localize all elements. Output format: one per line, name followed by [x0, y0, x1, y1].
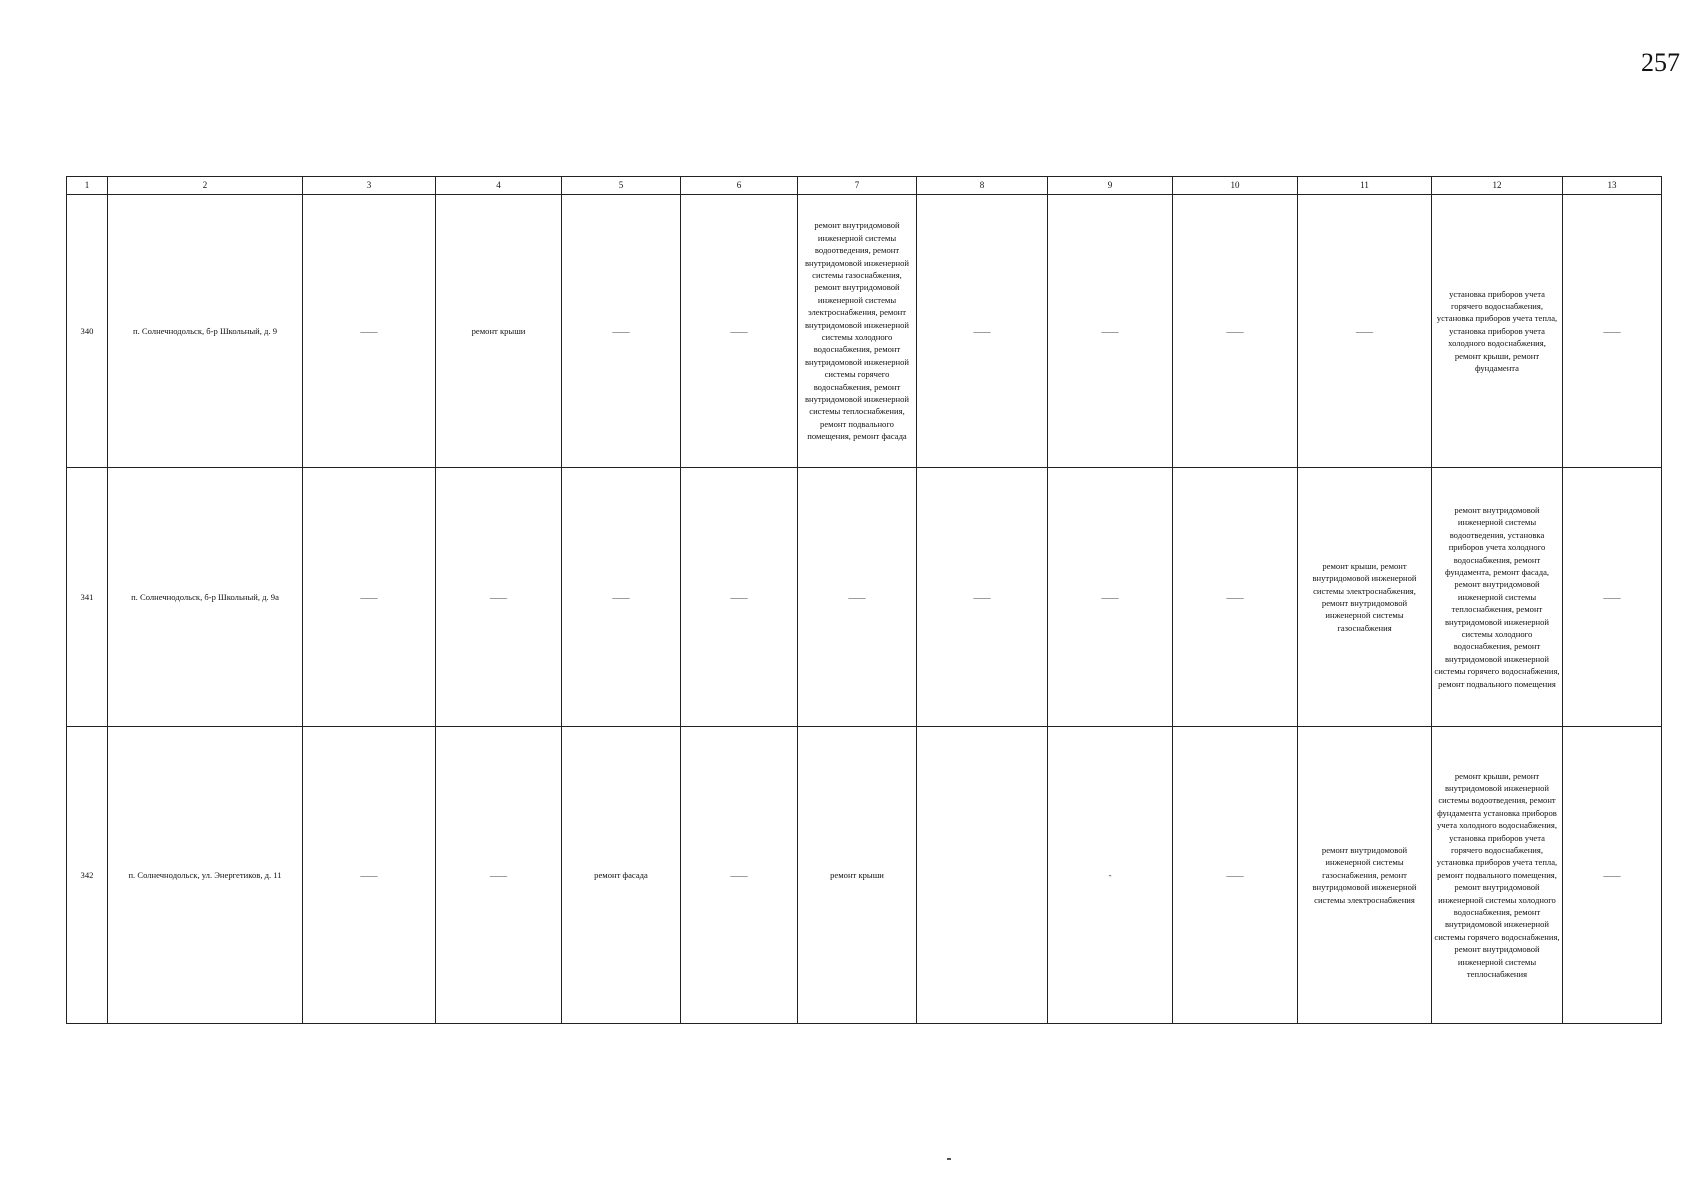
table-cell: ремонт крыши, ремонт внутридомовой инженерной системы электроснабжения, ремонт внутридомовой инженерной системы газоснабжения: [1298, 468, 1432, 727]
table-cell: ——: [1048, 468, 1173, 727]
repair-schedule-table: [66, 176, 1662, 1024]
table-cell: ——: [303, 727, 436, 1024]
row-address: п. Солнечнодольск, б-р Школьный, д. 9а: [108, 468, 303, 727]
table-cell: ——: [1563, 727, 1662, 1024]
column-header: 9: [1048, 177, 1173, 195]
table-cell: ——: [681, 727, 798, 1024]
table-cell: ремонт крыши, ремонт внутридомовой инженерной системы водоотведения, ремонт фундамента установка приборов учета холодного водоснабжения, установка приборов учета горячего водоснабжения, установка приборов учета тепла, ремонт подвального помещения, ремонт внутридомовой инженерной системы холодного водоснабжения, ремонт внутридомовой инженерной системы горячего водоснабжения, ремонт внутридомовой инженерной системы теплоснабжения: [1432, 727, 1563, 1024]
row-number: 342: [67, 727, 108, 1024]
table-cell: ——: [436, 468, 562, 727]
table-cell: ——: [681, 468, 798, 727]
column-number-row: [67, 177, 1662, 195]
table-cell: ——: [1048, 195, 1173, 468]
row-address: п. Солнечнодольск, б-р Школьный, д. 9: [108, 195, 303, 468]
table-cell: ——: [562, 195, 681, 468]
table-cell: ремонт крыши: [436, 195, 562, 468]
table-cell: ремонт внутридомовой инженерной системы водоотведения, установка приборов учета холодного водоснабжения, ремонт фундамента, ремонт фасада, ремонт внутридомовой инженерной системы теплоснабжения, ремонт внутридомовой инженерной системы холодного водоснабжения, ремонт внутридомовой инженерной системы горячего водоснабжения, ремонт подвального помещения: [1432, 468, 1563, 727]
table-cell: ——: [1298, 195, 1432, 468]
column-header: 11: [1298, 177, 1432, 195]
column-header: 1: [67, 177, 108, 195]
row-number: 341: [67, 468, 108, 727]
table-cell: ——: [303, 195, 436, 468]
table-cell: ——: [798, 468, 917, 727]
column-header: 2: [108, 177, 303, 195]
table-cell: ремонт внутридомовой инженерной системы газоснабжения, ремонт внутридомовой инженерной системы электроснабжения: [1298, 727, 1432, 1024]
column-header: 6: [681, 177, 798, 195]
table-cell: ремонт фасада: [562, 727, 681, 1024]
table-cell: ——: [1173, 468, 1298, 727]
table-cell: ——: [1173, 195, 1298, 468]
table-cell: ——: [1173, 727, 1298, 1024]
table-cell: ——: [562, 468, 681, 727]
table-cell: ——: [917, 468, 1048, 727]
table-cell: ——: [1563, 468, 1662, 727]
column-header: 10: [1173, 177, 1298, 195]
column-header: 7: [798, 177, 917, 195]
table-cell: ——: [303, 468, 436, 727]
row-address: п. Солнечнодольск, ул. Энергетиков, д. 11: [108, 727, 303, 1024]
column-header: 4: [436, 177, 562, 195]
table-cell: установка приборов учета горячего водоснабжения, установка приборов учета тепла, установка приборов учета холодного водоснабжения, ремонт крыши, ремонт фундамента: [1432, 195, 1563, 468]
table-cell: [917, 727, 1048, 1024]
table-cell: -: [1048, 727, 1173, 1024]
table-cell: ремонт крыши: [798, 727, 917, 1024]
column-header: 3: [303, 177, 436, 195]
page-number: 257: [1641, 48, 1680, 77]
table-row: [67, 727, 1662, 1024]
scan-mark: [947, 1158, 951, 1160]
row-number: 340: [67, 195, 108, 468]
column-header: 12: [1432, 177, 1563, 195]
column-header: 13: [1563, 177, 1662, 195]
table-row: [67, 468, 1662, 727]
table-cell: ремонт внутридомовой инженерной системы водоотведения, ремонт внутридомовой инженерной системы газоснабжения, ремонт внутридомовой инженерной системы электроснабжения, ремонт внутридомовой инженерной системы холодного водоснабжения, ремонт внутридомовой инженерной системы горячего водоснабжения, ремонт внутридомовой инженерной системы теплоснабжения, ремонт подвального помещения, ремонт фасада: [798, 195, 917, 468]
table-cell: ——: [917, 195, 1048, 468]
table-row: [67, 195, 1662, 468]
table-cell: ——: [681, 195, 798, 468]
column-header: 5: [562, 177, 681, 195]
table-cell: ——: [436, 727, 562, 1024]
column-header: 8: [917, 177, 1048, 195]
table-cell: ——: [1563, 195, 1662, 468]
